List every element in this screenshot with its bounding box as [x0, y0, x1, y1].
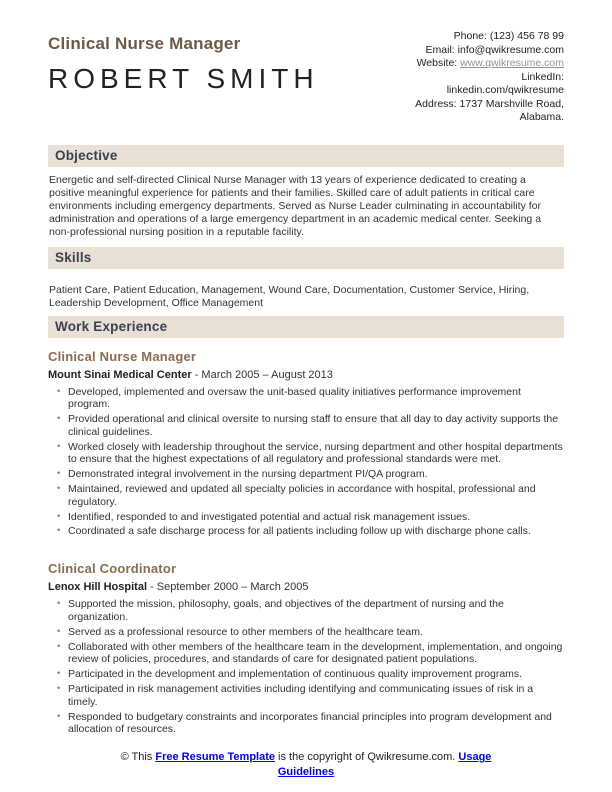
contact-linkedin-value-line [415, 84, 564, 98]
objective-heading: Objective [55, 147, 118, 163]
contact-linkedin-label-line [415, 71, 564, 85]
job-bullet: • Identified, responded to and investigated potential and actual risk management issues. [68, 511, 564, 524]
contact-address-label: Address: [415, 97, 460, 110]
job-bullet-list [48, 598, 564, 736]
contact-address-value2: Alabama. [519, 111, 564, 123]
contact-linkedin-value: linkedin.com/qwikresume [446, 84, 564, 96]
job-bullet: • Demonstrated integral involvement in the nursing department PI/QA program. [68, 468, 564, 481]
contact-phone-value: (123) 456 78 99 [489, 30, 564, 42]
job-company-line [48, 369, 564, 381]
header-identity [48, 30, 319, 125]
usage-guidelines-link[interactable]: Usage [458, 751, 492, 763]
role-title: Clinical Nurse Manager [48, 34, 241, 53]
job-entry [48, 561, 564, 736]
job-bullet: • Coordinated a safe discharge process for all patients including follow up with discharge phone calls. [68, 525, 564, 538]
job-bullet: • Worked closely with leadership throughout the service, nursing department and other hospital departments to ensure that the highest expectations of all regulatory and professional standards were met. [68, 441, 564, 467]
work-heading: Work Experience [55, 318, 168, 334]
contact-phone [415, 30, 564, 44]
job-bullet: • Served as a professional resource to other members of the healthcare team. [68, 626, 564, 639]
contact-website-label: Website: [416, 57, 461, 69]
skills-heading: Skills [55, 249, 92, 265]
footer-middle: is the copyright of Qwikresume.com. [275, 751, 459, 763]
contact-address-line2 [415, 111, 564, 125]
job-bullet: • Participated in the development and implementation of continuous quality improvement programs. [68, 668, 564, 681]
free-resume-template-link[interactable]: Free Resume Template [155, 751, 275, 763]
contact-email-value: info@qwikresume.com [457, 43, 564, 56]
job-dates: - September 2000 – March 2005 [147, 581, 309, 594]
job-title: Clinical Coordinator [48, 561, 177, 577]
website-link[interactable]: www.qwikresume.com [460, 57, 564, 69]
work-section-header [48, 316, 564, 338]
footer-line-1 [0, 750, 612, 765]
job-entry [48, 349, 564, 539]
objective-section-header [48, 145, 564, 167]
contact-address [415, 98, 564, 112]
footer [0, 750, 612, 779]
job-bullet: • Participated in risk management activities including identifying and communicating issues of risk in a timely. [68, 683, 564, 709]
job-bullet: • Maintained, reviewed and updated all specialty policies in accordance with hospital, professional and regulatory. [68, 483, 564, 509]
contact-email-label: Email: [425, 43, 458, 56]
job-bullet: • Collaborated with other members of the healthcare team in the development, implementation, and ongoing review of policies, procedures, and standards of care for designated patient populations. [68, 641, 564, 667]
job-bullet: • Supported the mission, philosophy, goals, and objectives of the department of nursing and the organization. [68, 598, 564, 624]
contact-email [415, 44, 564, 58]
footer-prefix: © This [120, 751, 156, 763]
job-company-line [48, 581, 564, 593]
company-name: Lenox Hill Hospital [48, 581, 148, 594]
job-bullet: • Provided operational and clinical oversite to nursing staff to ensure that all day to day activity supports the clinical guidelines. [68, 413, 564, 439]
company-name: Mount Sinai Medical Center [48, 368, 192, 381]
contact-linkedin-label: LinkedIn: [521, 70, 564, 83]
objective-text: Energetic and self-directed Clinical Nurse Manager with 13 years of experience dedicated to creating a positive meaningful experience for patients and their families. Skilled care of adult patients in critical care environments including emergency departments. Served as Nurse Leader culminating in accountability for administration and operations of a large emergency department in an academic medical center. Seeking a non-professional nursing position in a reputable facility. [49, 173, 542, 238]
contact-phone-label: Phone: [453, 30, 490, 42]
contact-address-value: 1737 Marshville Road, [459, 97, 564, 110]
contact-website [415, 57, 564, 71]
footer-line-2 [0, 765, 612, 780]
person-name: ROBERT SMITH [48, 63, 319, 94]
job-dates: - March 2005 – August 2013 [191, 368, 333, 381]
contact-block [415, 30, 564, 125]
job-bullet-list [48, 386, 564, 539]
job-title: Clinical Nurse Manager [48, 348, 197, 364]
job-bullet: • Developed, implemented and oversaw the unit-based quality initiatives performance improvement program. [68, 386, 564, 412]
skills-text: Patient Care, Patient Education, Management, Wound Care, Documentation, Customer Service, Hiring, Leadership Development, Office Management [49, 283, 530, 309]
job-bullet: • Responded to budgetary constraints and incorporates financial principles into program development and allocation of resources. [68, 711, 564, 737]
usage-guidelines-link[interactable]: Guidelines [277, 765, 335, 778]
header [48, 30, 564, 125]
skills-section-header [48, 247, 564, 269]
